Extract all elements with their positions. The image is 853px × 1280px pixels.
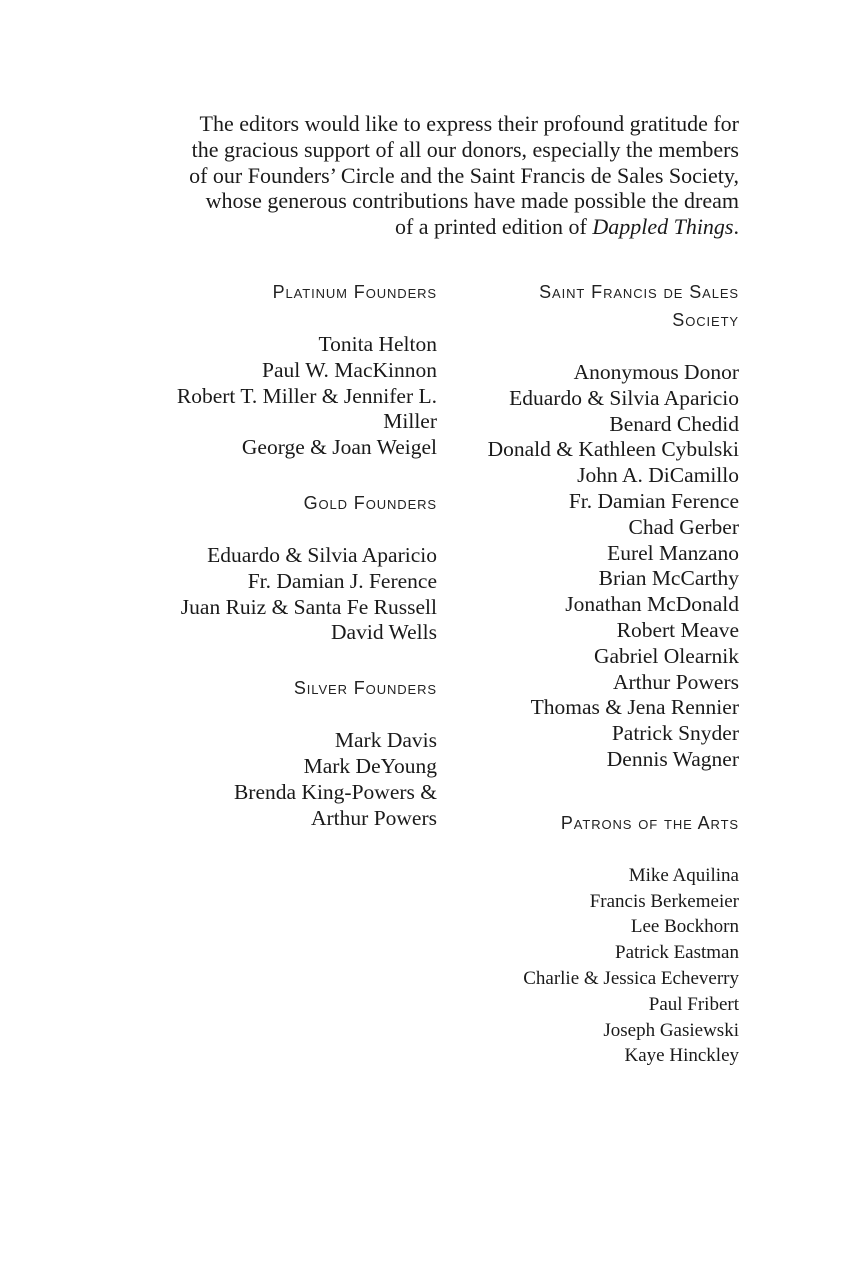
donor-name: Mike Aquilina — [628, 864, 739, 886]
heading-line: Society — [672, 310, 739, 330]
intro-line: of our Founders’ Circle and the Saint Francis de Sales Society, — [189, 162, 739, 188]
donor-name: Robert Meave — [616, 617, 739, 642]
donor-name: Patrick Snyder — [611, 721, 739, 746]
spacer — [455, 773, 739, 809]
patrons-list — [455, 863, 739, 1069]
gold-founders-heading: Gold Founders — [303, 492, 437, 513]
donor-name: Charlie & Jessica Echeverry — [523, 967, 739, 989]
intro-paragraph — [150, 111, 739, 240]
donor-name: Thomas & Jena Rennier — [530, 695, 739, 720]
donor-name: David Wells — [331, 620, 437, 645]
donor-name: Benard Chedid — [609, 411, 739, 436]
platinum-founders-heading: Platinum Founders — [272, 282, 437, 302]
donor-name: Paul Fribert — [648, 993, 739, 1015]
donor-name: Brian McCarthy — [598, 566, 739, 591]
donor-name: Jonathan McDonald — [565, 592, 739, 617]
publication-title: Dappled Things — [592, 214, 734, 240]
donor-name: Robert T. Miller & Jennifer L. — [176, 383, 437, 408]
donor-name: Fr. Damian J. Ference — [247, 568, 437, 593]
donor-name: Paul W. MacKinnon — [262, 357, 437, 382]
silver-founders-heading: Silver Founders — [293, 678, 437, 699]
donor-name: Donald & Kathleen Cybulski — [487, 437, 739, 462]
left-column — [140, 278, 437, 831]
donor-name: Mark DeYoung — [303, 753, 437, 778]
sfds-society-heading — [455, 278, 739, 334]
donor-name: Eurel Manzano — [607, 540, 739, 565]
donor-name: John A. DiCamillo — [577, 463, 739, 488]
donor-name: Lee Bockhorn — [630, 916, 739, 938]
spacer — [455, 334, 739, 360]
donor-name: George & Joan Weigel — [241, 435, 437, 460]
heading-line: Saint Francis de Sales — [539, 282, 739, 302]
intro-punctuation: . — [733, 214, 739, 240]
spacer — [140, 461, 437, 489]
donor-name: Kaye Hinckley — [624, 1045, 739, 1067]
donor-name: Joseph Gasiewski — [603, 1019, 739, 1041]
donor-name: Gabriel Olearnik — [593, 643, 739, 668]
donor-name: Francis Berkemeier — [589, 890, 739, 912]
donor-name: Mark Davis — [334, 728, 437, 753]
donor-name: Tonita Helton — [318, 332, 437, 356]
right-column — [455, 278, 739, 1069]
intro-text: of a printed edition of — [394, 214, 593, 240]
donor-name: Dennis Wagner — [606, 746, 739, 771]
donor-name: Juan Ruiz & Santa Fe Russell — [180, 594, 437, 619]
donor-name: Eduardo & Silvia Aparicio — [207, 542, 437, 567]
spacer — [140, 306, 437, 332]
platinum-founders-list — [140, 332, 437, 461]
donor-name: Patrick Eastman — [615, 942, 739, 964]
donor-name: Chad Gerber — [628, 514, 739, 539]
donor-name: Fr. Damian Ference — [568, 488, 739, 513]
donor-name: Arthur Powers — [311, 805, 437, 830]
spacer — [140, 646, 437, 674]
silver-founders-list — [140, 728, 437, 831]
donor-name: Eduardo & Silvia Aparicio — [509, 385, 739, 410]
intro-line: the gracious support of all our donors, especially the members — [191, 136, 739, 162]
intro-line: whose generous contributions have made possible the dream — [205, 188, 739, 214]
intro-line — [150, 214, 739, 240]
spacer — [455, 837, 739, 863]
donor-name: Arthur Powers — [613, 669, 739, 694]
gold-founders-list — [140, 543, 437, 646]
donor-name: Anonymous Donor — [573, 360, 739, 384]
donor-name: Brenda King-Powers & — [233, 779, 437, 804]
spacer — [140, 517, 437, 543]
donor-name: Miller — [383, 409, 437, 434]
patrons-of-the-arts-heading: Patrons of the Arts — [560, 812, 739, 833]
intro-line: The editors would like to express their profound gratitude for — [199, 111, 739, 136]
sfds-society-list — [455, 360, 739, 773]
spacer — [140, 702, 437, 728]
